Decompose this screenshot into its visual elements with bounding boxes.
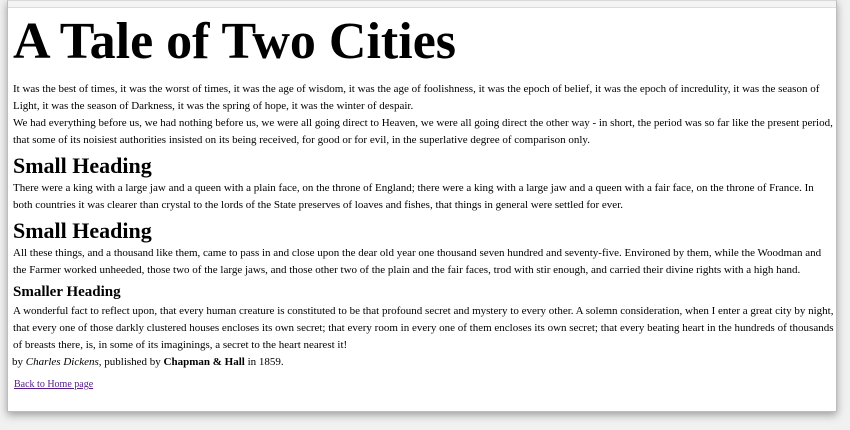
byline-publisher: Chapman & Hall	[163, 356, 245, 368]
page-title: A Tale of Two Cities	[13, 13, 457, 70]
intro-paragraph-1: It was the best of times, it was the worst of times, it was the age of wisdom, it was the age of foolishness, it was the epoch of belief, it was the epoch of incredulity, it was the season of Light, it was the season of Darkness, it was the spring of hope, it was the winter of despair.	[13, 83, 820, 112]
intro-paragraph-2: We had everything before us, we had nothing before us, we were all going direct to Heaven, we were all going direct the other way - in short, the period was so far like the present period, that some of its noisiest authorities insisted on its being received, for good or for evil, in the superlative degree of comparison only.	[13, 117, 833, 146]
section-2-paragraph: All these things, and a thousand like them, came to pass in and close upon the dear old year one thousand seven hundred and seventy-five. Environed by them, while the Woodman and the Farmer worked unheeded, those two of the large jaws, and those other two of the plain and the fair faces, trod with stir enough, and carried their divine rights with a high hand.	[13, 247, 822, 276]
back-to-home-link[interactable]: Back to Home page	[14, 379, 94, 390]
section-3-heading: Smaller Heading	[13, 284, 121, 300]
section-3-paragraph: A wonderful fact to reflect upon, that every human creature is constituted to be that profound secret and mystery to every other. A solemn consideration, when I enter a great city by night, that every one of those darkly clustered houses encloses its own secret; that every room in every one of them encloses its own secret; that every beating heart in the hundreds of thousands of breasts there, is, in some of its imaginings, a secret to the heart nearest it!	[13, 305, 834, 351]
section-2-heading: Small Heading	[13, 218, 152, 243]
byline-middle: , published by	[98, 356, 164, 368]
section-1-paragraph: There were a king with a large jaw and a queen with a plain face, on the throne of England; there were a king with a large jaw and a queen with a fair face, on the throne of France. In both countries it was clearer than crystal to the lords of the State preserves of loaves and fishes, that things in general were settled for ever.	[13, 182, 814, 211]
byline-suffix: in 1859.	[244, 356, 284, 368]
byline-author: Charles Dickens	[25, 356, 99, 368]
section-1-heading: Small Heading	[13, 153, 152, 178]
byline	[12, 354, 835, 371]
browser-window	[7, 0, 837, 412]
byline-prefix: by	[12, 356, 26, 368]
page-content	[13, 13, 835, 392]
window-top-strip	[8, 1, 836, 8]
